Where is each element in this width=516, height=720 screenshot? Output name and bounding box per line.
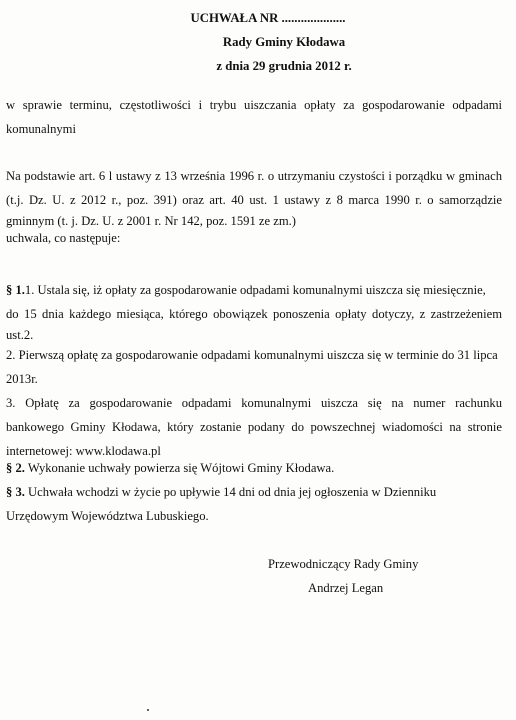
- resolution-title: UCHWAŁA NR ....................: [190, 11, 346, 25]
- subject-line-1: w sprawie terminu, częstotliwości i trybu uiszczania opłaty za gospodarowanie odpadami: [6, 98, 502, 112]
- subject-line-2: komunalnymi: [6, 122, 76, 136]
- section-3-mark: § 3.: [6, 485, 25, 499]
- scan-speck: [147, 709, 149, 711]
- basis-line-3: gminnym (t. j. Dz. U. z 2001 r. Nr 142, poz. 1591 ze zm.): [6, 214, 296, 228]
- section-1-point-1-line-2: do 15 dnia każdego miesiąca, którego obowiązek ponoszenia opłaty dotyczy, z zastrzeżeniem: [6, 307, 502, 321]
- section-1-point-3-line-3: internetowej: www.klodawa.pl: [6, 444, 161, 458]
- section-1-line-1: [6, 283, 502, 298]
- section-2: [6, 461, 502, 476]
- section-1-point-1-line-1: 1. Ustala się, iż opłaty za gospodarowanie odpadami komunalnymi uiszcza się miesięcznie,: [24, 283, 486, 297]
- section-2-text: Wykonanie uchwały powierza się Wójtowi Gminy Kłodawa.: [27, 461, 335, 475]
- legal-basis: [6, 169, 502, 246]
- section-1-point-2-line-2: 2013r.: [6, 372, 38, 386]
- basis-line-4: uchwala, co następuje:: [6, 231, 121, 245]
- section-2-mark: § 2.: [6, 461, 25, 475]
- signature-name: Andrzej Legan: [308, 581, 384, 595]
- section-1-point-3: [6, 396, 502, 459]
- basis-line-2: (t.j. Dz. U. z 2012 r., poz. 391) oraz art. 40 ust. 1 ustawy z 8 marca 1990 r. o samorządzie: [6, 193, 502, 207]
- section-2-line: [6, 461, 502, 476]
- section-3-line-2: Urzędowym Województwa Lubuskiego.: [6, 509, 209, 523]
- section-1-point-3-line-2: bankowego Gminy Kłodawa, który zostanie podany do powszechnej wiadomości na stronie: [6, 420, 502, 434]
- resolution-date: z dnia 29 grudnia 2012 r.: [216, 59, 352, 73]
- section-1-point-1-line-3: ust.2.: [6, 328, 34, 342]
- council-name: Rady Gminy Kłodawa: [222, 35, 346, 49]
- section-1-point-2-line-1: 2. Pierwszą opłatę za gospodarowanie odpadami komunalnymi uiszcza się w terminie do 31 lipca: [6, 348, 498, 362]
- signature-block: [268, 557, 488, 596]
- section-3-line-1: [6, 485, 502, 500]
- section-1-point-1: [6, 283, 502, 343]
- section-3-text: Uchwała wchodzi w życie po upływie 14 dni od dnia jej ogłoszenia w Dzienniku: [28, 485, 437, 499]
- resolution-subject: [6, 98, 502, 137]
- signature-role: Przewodniczący Rady Gminy: [268, 557, 419, 571]
- section-1-point-3-line-1: 3. Opłatę za gospodarowanie odpadami komunalnymi uiszcza się na numer rachunku: [6, 396, 502, 410]
- section-3: [6, 485, 502, 524]
- section-1-point-2: [6, 348, 502, 387]
- section-1-mark: § 1.: [6, 283, 25, 297]
- basis-line-1: Na podstawie art. 6 l ustawy z 13 września 1996 r. o utrzymaniu czystości i porządku w gminach: [6, 169, 502, 183]
